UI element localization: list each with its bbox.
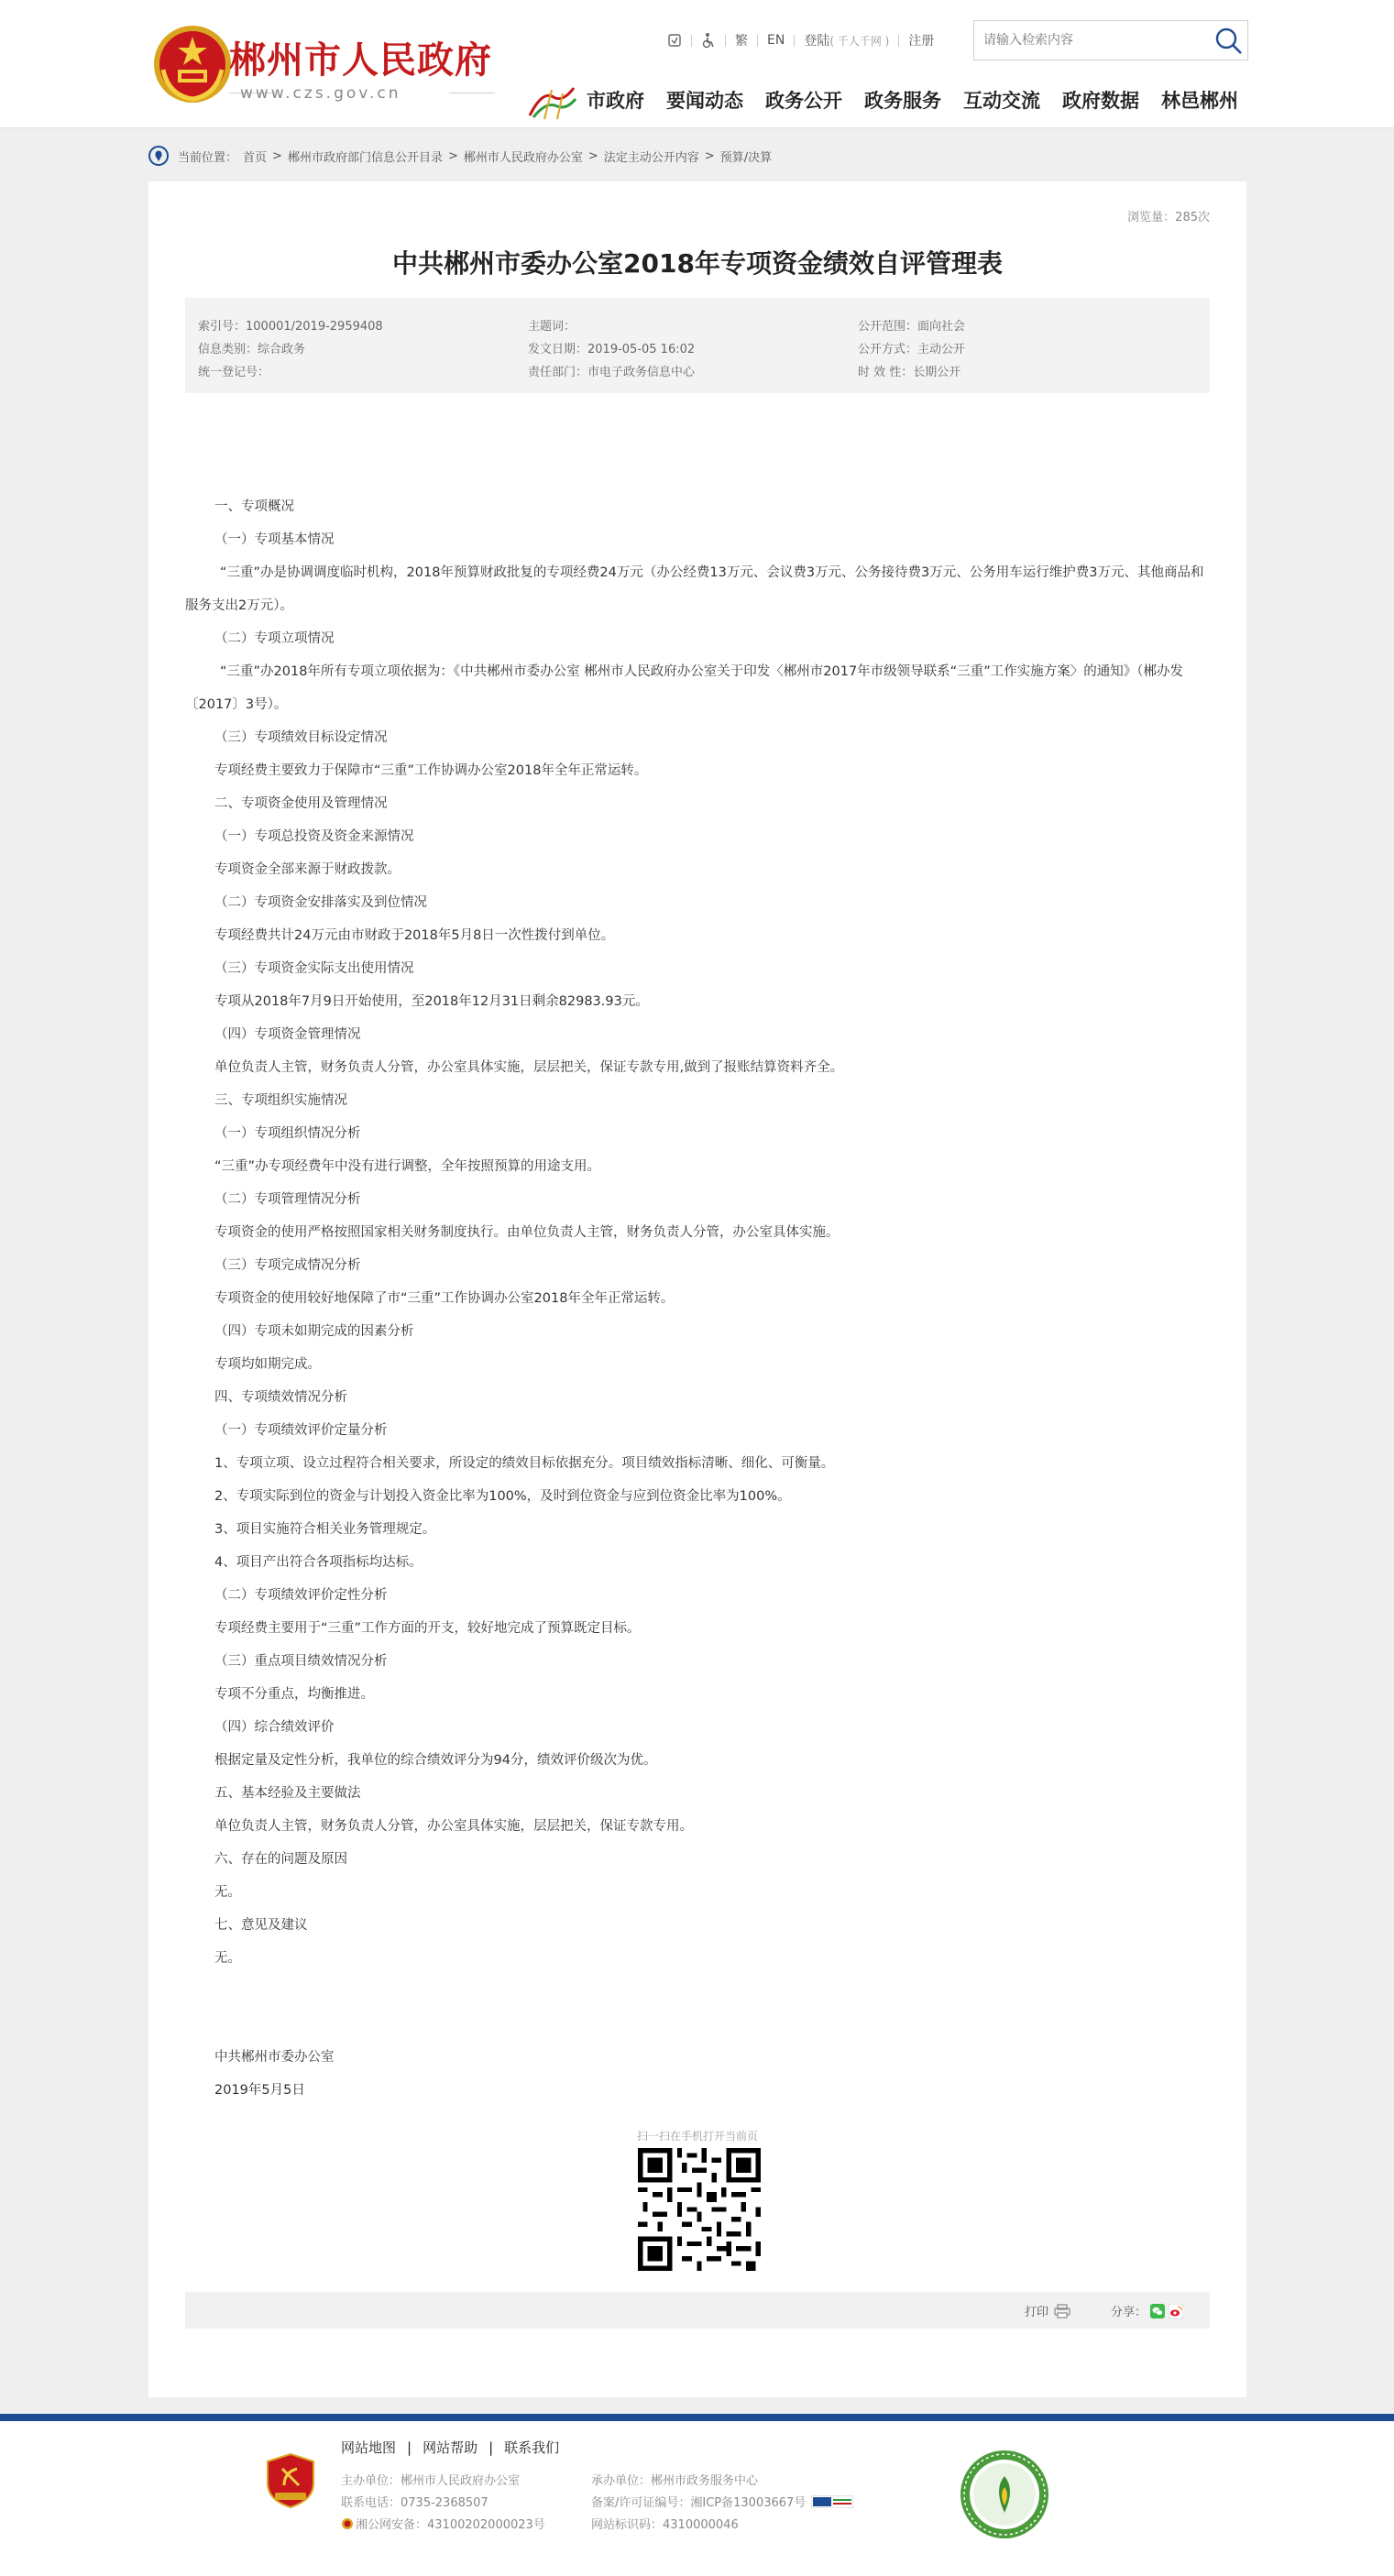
meta-method: 公开方式：主动公开 bbox=[858, 343, 966, 356]
meta-index-no: 索引号：100001/2019-2959408 bbox=[198, 320, 383, 334]
meta-category: 信息类别：综合政务 bbox=[198, 343, 306, 356]
section-heading: 五、基本经验及主要做法 bbox=[214, 1786, 361, 1801]
elder-mode-button[interactable] bbox=[692, 32, 725, 49]
document-meta bbox=[185, 298, 1210, 393]
body-paragraph: 专项资金的使用较好地保障了市“三重”工作协调办公室2018年全年正常运转。 bbox=[214, 1291, 675, 1306]
site-title[interactable]: 郴州市人民政府 bbox=[229, 39, 492, 82]
nav-item-interaction[interactable]: 互动交流 bbox=[963, 90, 1040, 112]
breadcrumb-item-budget[interactable]: 预算/决算 bbox=[719, 150, 773, 165]
search-box bbox=[973, 20, 1248, 60]
body-paragraph: “三重”办是协调调度临时机构，2018年预算财政批复的专项经费24万元（办公经费13万元、会议费3万元、公务接待费3万元、公务用车运行维护费3万元、其他商品和服务支出2万元）。 bbox=[185, 565, 1204, 613]
meta-publish-date: 发文日期：2019-05-05 16:02 bbox=[528, 343, 696, 356]
main-nav bbox=[587, 86, 1238, 114]
footer-links bbox=[341, 2438, 559, 2457]
body-paragraph: “三重”办专项经费年中没有进行调整，全年按照预算的用途支用。 bbox=[214, 1159, 601, 1174]
signature: 中共郴州市委办公室 bbox=[214, 2050, 335, 2065]
body-paragraph: 专项资金全部来源于财政拨款。 bbox=[214, 862, 401, 877]
footer-icp-text: 备案/许可证编号：湘ICP备13003667号 bbox=[591, 2496, 807, 2510]
search-input[interactable] bbox=[983, 30, 1203, 50]
share-label: 分享： bbox=[1111, 2306, 1147, 2319]
footer-organizer: 承办单位：郴州市政务服务中心 bbox=[591, 2474, 759, 2488]
breadcrumb bbox=[148, 145, 772, 167]
footer-police-record[interactable] bbox=[341, 2515, 545, 2532]
breadcrumb-item-home[interactable]: 首页 bbox=[243, 150, 268, 165]
footer-icp[interactable] bbox=[591, 2493, 853, 2510]
section-heading: 四、专项绩效情况分析 bbox=[214, 1390, 347, 1405]
login-link[interactable] bbox=[795, 31, 898, 49]
national-emblem-icon[interactable] bbox=[150, 24, 235, 104]
location-pin-icon bbox=[148, 146, 169, 166]
nav-item-city-government[interactable]: 市政府 bbox=[587, 90, 644, 112]
sub-heading: （四）专项资金管理情况 bbox=[214, 1027, 361, 1042]
footer-link-separator: | bbox=[407, 2439, 412, 2456]
share-group bbox=[1111, 2302, 1183, 2319]
sub-heading: （三）专项绩效目标设定情况 bbox=[214, 730, 388, 745]
sub-heading: （三）专项完成情况分析 bbox=[214, 1258, 361, 1273]
sub-heading: （三）重点项目绩效情况分析 bbox=[214, 1654, 388, 1669]
article-body bbox=[185, 490, 1210, 2107]
view-count: 浏览量：285次 bbox=[1127, 211, 1210, 225]
meta-department: 责任部门：市电子政务信息中心 bbox=[528, 366, 696, 379]
footer-site-code: 网站标识码：4310000046 bbox=[591, 2518, 739, 2532]
body-paragraph: 专项经费主要致力于保障市“三重”工作协调办公室2018年全年正常运转。 bbox=[214, 763, 648, 778]
body-paragraph: 单位负责人主管，财务负责人分管，办公室具体实施，层层把关，保证专款专用。 bbox=[214, 1819, 693, 1834]
sub-heading: （二）专项管理情况分析 bbox=[214, 1192, 361, 1207]
sub-heading: （二）专项立项情况 bbox=[214, 631, 335, 646]
nav-decoration-icon bbox=[526, 84, 577, 121]
meta-validity: 时 效 性：长期公开 bbox=[858, 366, 961, 379]
meta-scope: 公开范围：面向社会 bbox=[858, 320, 966, 334]
body-paragraph: “三重”办2018年所有专项立项依据为：《中共郴州市委办公室 郴州市人民政府办公室关于印发〈郴州市2017年市级领导联系“三重”工作实施方案〉的通知》（郴办发〔2017〕3号）。 bbox=[185, 664, 1183, 712]
header-toolbar bbox=[658, 29, 943, 51]
footer-link-sitemap[interactable]: 网站地图 bbox=[341, 2439, 397, 2456]
blank-line bbox=[185, 1975, 1210, 2008]
body-paragraph: 专项经费共计24万元由市财政于2018年5月8日一次性拨付到单位。 bbox=[214, 928, 615, 943]
body-paragraph: 无。 bbox=[214, 1885, 241, 1900]
breadcrumb-label: 当前位置： bbox=[178, 150, 238, 165]
nav-item-gov-services[interactable]: 政务服务 bbox=[864, 90, 941, 112]
footer-link-separator: | bbox=[488, 2439, 494, 2456]
meta-unified-no: 统一登记号： bbox=[198, 366, 270, 379]
sub-heading: （四）综合绩效评价 bbox=[214, 1720, 335, 1735]
nav-item-linyi-chenzhou[interactable]: 林邑郴州 bbox=[1161, 90, 1238, 112]
breadcrumb-separator: > bbox=[447, 148, 458, 163]
breadcrumb-separator: > bbox=[704, 148, 715, 163]
sign-date: 2019年5月5日 bbox=[214, 2083, 305, 2098]
print-icon bbox=[1054, 2304, 1070, 2318]
body-paragraph: 专项经费主要用于“三重”工作方面的开支，较好地完成了预算既定目标。 bbox=[214, 1621, 641, 1636]
register-link[interactable]: 注册 bbox=[908, 34, 935, 49]
english-link[interactable]: EN bbox=[767, 33, 785, 48]
accessibility-icon bbox=[667, 33, 682, 48]
breadcrumb-item-statutory[interactable]: 法定主动公开内容 bbox=[603, 150, 699, 165]
search-icon[interactable] bbox=[1213, 25, 1244, 56]
accessibility-button[interactable] bbox=[658, 33, 691, 48]
print-label: 打印 bbox=[1025, 2306, 1049, 2319]
section-heading: 七、意见及建议 bbox=[214, 1918, 308, 1933]
footer-link-help[interactable]: 网站帮助 bbox=[423, 2439, 478, 2456]
login-sub-label: ( 千人千网 ) bbox=[829, 34, 890, 48]
footer-bar bbox=[0, 2414, 1394, 2421]
civilization-badge-icon[interactable] bbox=[959, 2449, 1050, 2540]
breadcrumb-item-office[interactable]: 郴州市人民政府办公室 bbox=[463, 150, 583, 165]
site-footer bbox=[0, 2421, 1394, 2576]
sub-heading: （二）专项资金安排落实及到位情况 bbox=[214, 895, 427, 910]
body-paragraph: 无。 bbox=[214, 1951, 241, 1966]
site-domain: www.czs.gov.cn bbox=[240, 84, 401, 103]
section-heading: 二、专项资金使用及管理情况 bbox=[214, 796, 388, 811]
elder-mode-icon bbox=[701, 32, 716, 49]
nav-item-news[interactable]: 要闻动态 bbox=[666, 90, 743, 112]
blank-line bbox=[185, 2008, 1210, 2041]
sub-heading: （一）专项绩效评价定量分析 bbox=[214, 1423, 388, 1438]
body-paragraph: 专项从2018年7月9日开始使用，至2018年12月31日剩余82983.93元。 bbox=[214, 994, 649, 1009]
print-button[interactable] bbox=[1025, 2302, 1070, 2319]
footer-phone: 联系电话：0735-2368507 bbox=[341, 2496, 488, 2510]
body-paragraph: 专项资金的使用严格按照国家相关财务制度执行。由单位负责人主管，财务负责人分管，办公室具体实施。 bbox=[214, 1225, 840, 1240]
footer-host: 主办单位：郴州市人民政府办公室 bbox=[341, 2474, 521, 2488]
sub-heading: （四）专项未如期完成的因素分析 bbox=[214, 1324, 414, 1339]
footer-link-contact[interactable]: 联系我们 bbox=[504, 2439, 560, 2456]
page-title: 中共郴州市委办公室2018年专项资金绩效自评管理表 bbox=[392, 248, 1003, 279]
login-label: 登陆 bbox=[804, 34, 830, 49]
section-heading: 三、专项组织实施情况 bbox=[214, 1093, 347, 1108]
body-paragraph: 2、专项实际到位的资金与计划投入资金比率为100%，及时到位资金与应到位资金比率为100%。 bbox=[214, 1489, 791, 1504]
body-paragraph: 3、项目实施符合相关业务管理规定。 bbox=[214, 1522, 436, 1537]
traditional-chinese-link[interactable]: 繁 bbox=[735, 34, 748, 49]
article-card bbox=[148, 181, 1246, 2397]
nav-item-gov-disclosure[interactable]: 政务公开 bbox=[765, 90, 842, 112]
weibo-icon[interactable] bbox=[1169, 2304, 1183, 2318]
party-emblem-icon[interactable] bbox=[266, 2452, 315, 2509]
wechat-icon[interactable] bbox=[1150, 2304, 1165, 2318]
qr-label: 扫一扫在手机打开当前页 bbox=[636, 2130, 758, 2143]
footer-police-text: 湘公网安备：43100202000023号 bbox=[356, 2518, 545, 2532]
body-paragraph: 1、专项立项、设立过程符合相关要求，所设定的绩效目标依据充分。项目绩效指标清晰、细化、可衡量。 bbox=[214, 1456, 835, 1471]
body-paragraph: 根据定量及定性分析，我单位的综合绩效评分为94分，绩效评价级次为优。 bbox=[214, 1753, 657, 1768]
breadcrumb-item-directory[interactable]: 郴州市政府部门信息公开目录 bbox=[287, 150, 443, 165]
share-bar bbox=[185, 2292, 1210, 2329]
breadcrumb-separator: > bbox=[587, 148, 598, 163]
site-header bbox=[0, 0, 1394, 128]
body-paragraph: 专项不分重点，均衡推进。 bbox=[214, 1687, 374, 1702]
sub-heading: （一）专项基本情况 bbox=[214, 532, 335, 547]
qr-code-icon bbox=[638, 2148, 761, 2271]
body-paragraph: 单位负责人主管，财务负责人分管，办公室具体实施，层层把关，保证专款专用,做到了报账结算资料齐全。 bbox=[214, 1060, 844, 1075]
section-heading: 六、存在的问题及原因 bbox=[214, 1852, 347, 1867]
cnnic-badge-icon bbox=[811, 2495, 853, 2508]
police-badge-icon bbox=[341, 2517, 354, 2530]
breadcrumb-separator: > bbox=[272, 148, 282, 163]
meta-subject: 主题词： bbox=[528, 320, 576, 334]
section-heading: 一、专项概况 bbox=[214, 499, 294, 514]
sub-heading: （三）专项资金实际支出使用情况 bbox=[214, 961, 414, 976]
sub-heading: （一）专项总投资及资金来源情况 bbox=[214, 829, 414, 844]
nav-item-gov-data[interactable]: 政府数据 bbox=[1062, 90, 1139, 112]
sub-heading: （一）专项组织情况分析 bbox=[214, 1126, 361, 1141]
body-paragraph: 专项均如期完成。 bbox=[214, 1357, 321, 1372]
body-paragraph: 4、项目产出符合各项指标均达标。 bbox=[214, 1555, 423, 1570]
sub-heading: （二）专项绩效评价定性分析 bbox=[214, 1588, 388, 1603]
